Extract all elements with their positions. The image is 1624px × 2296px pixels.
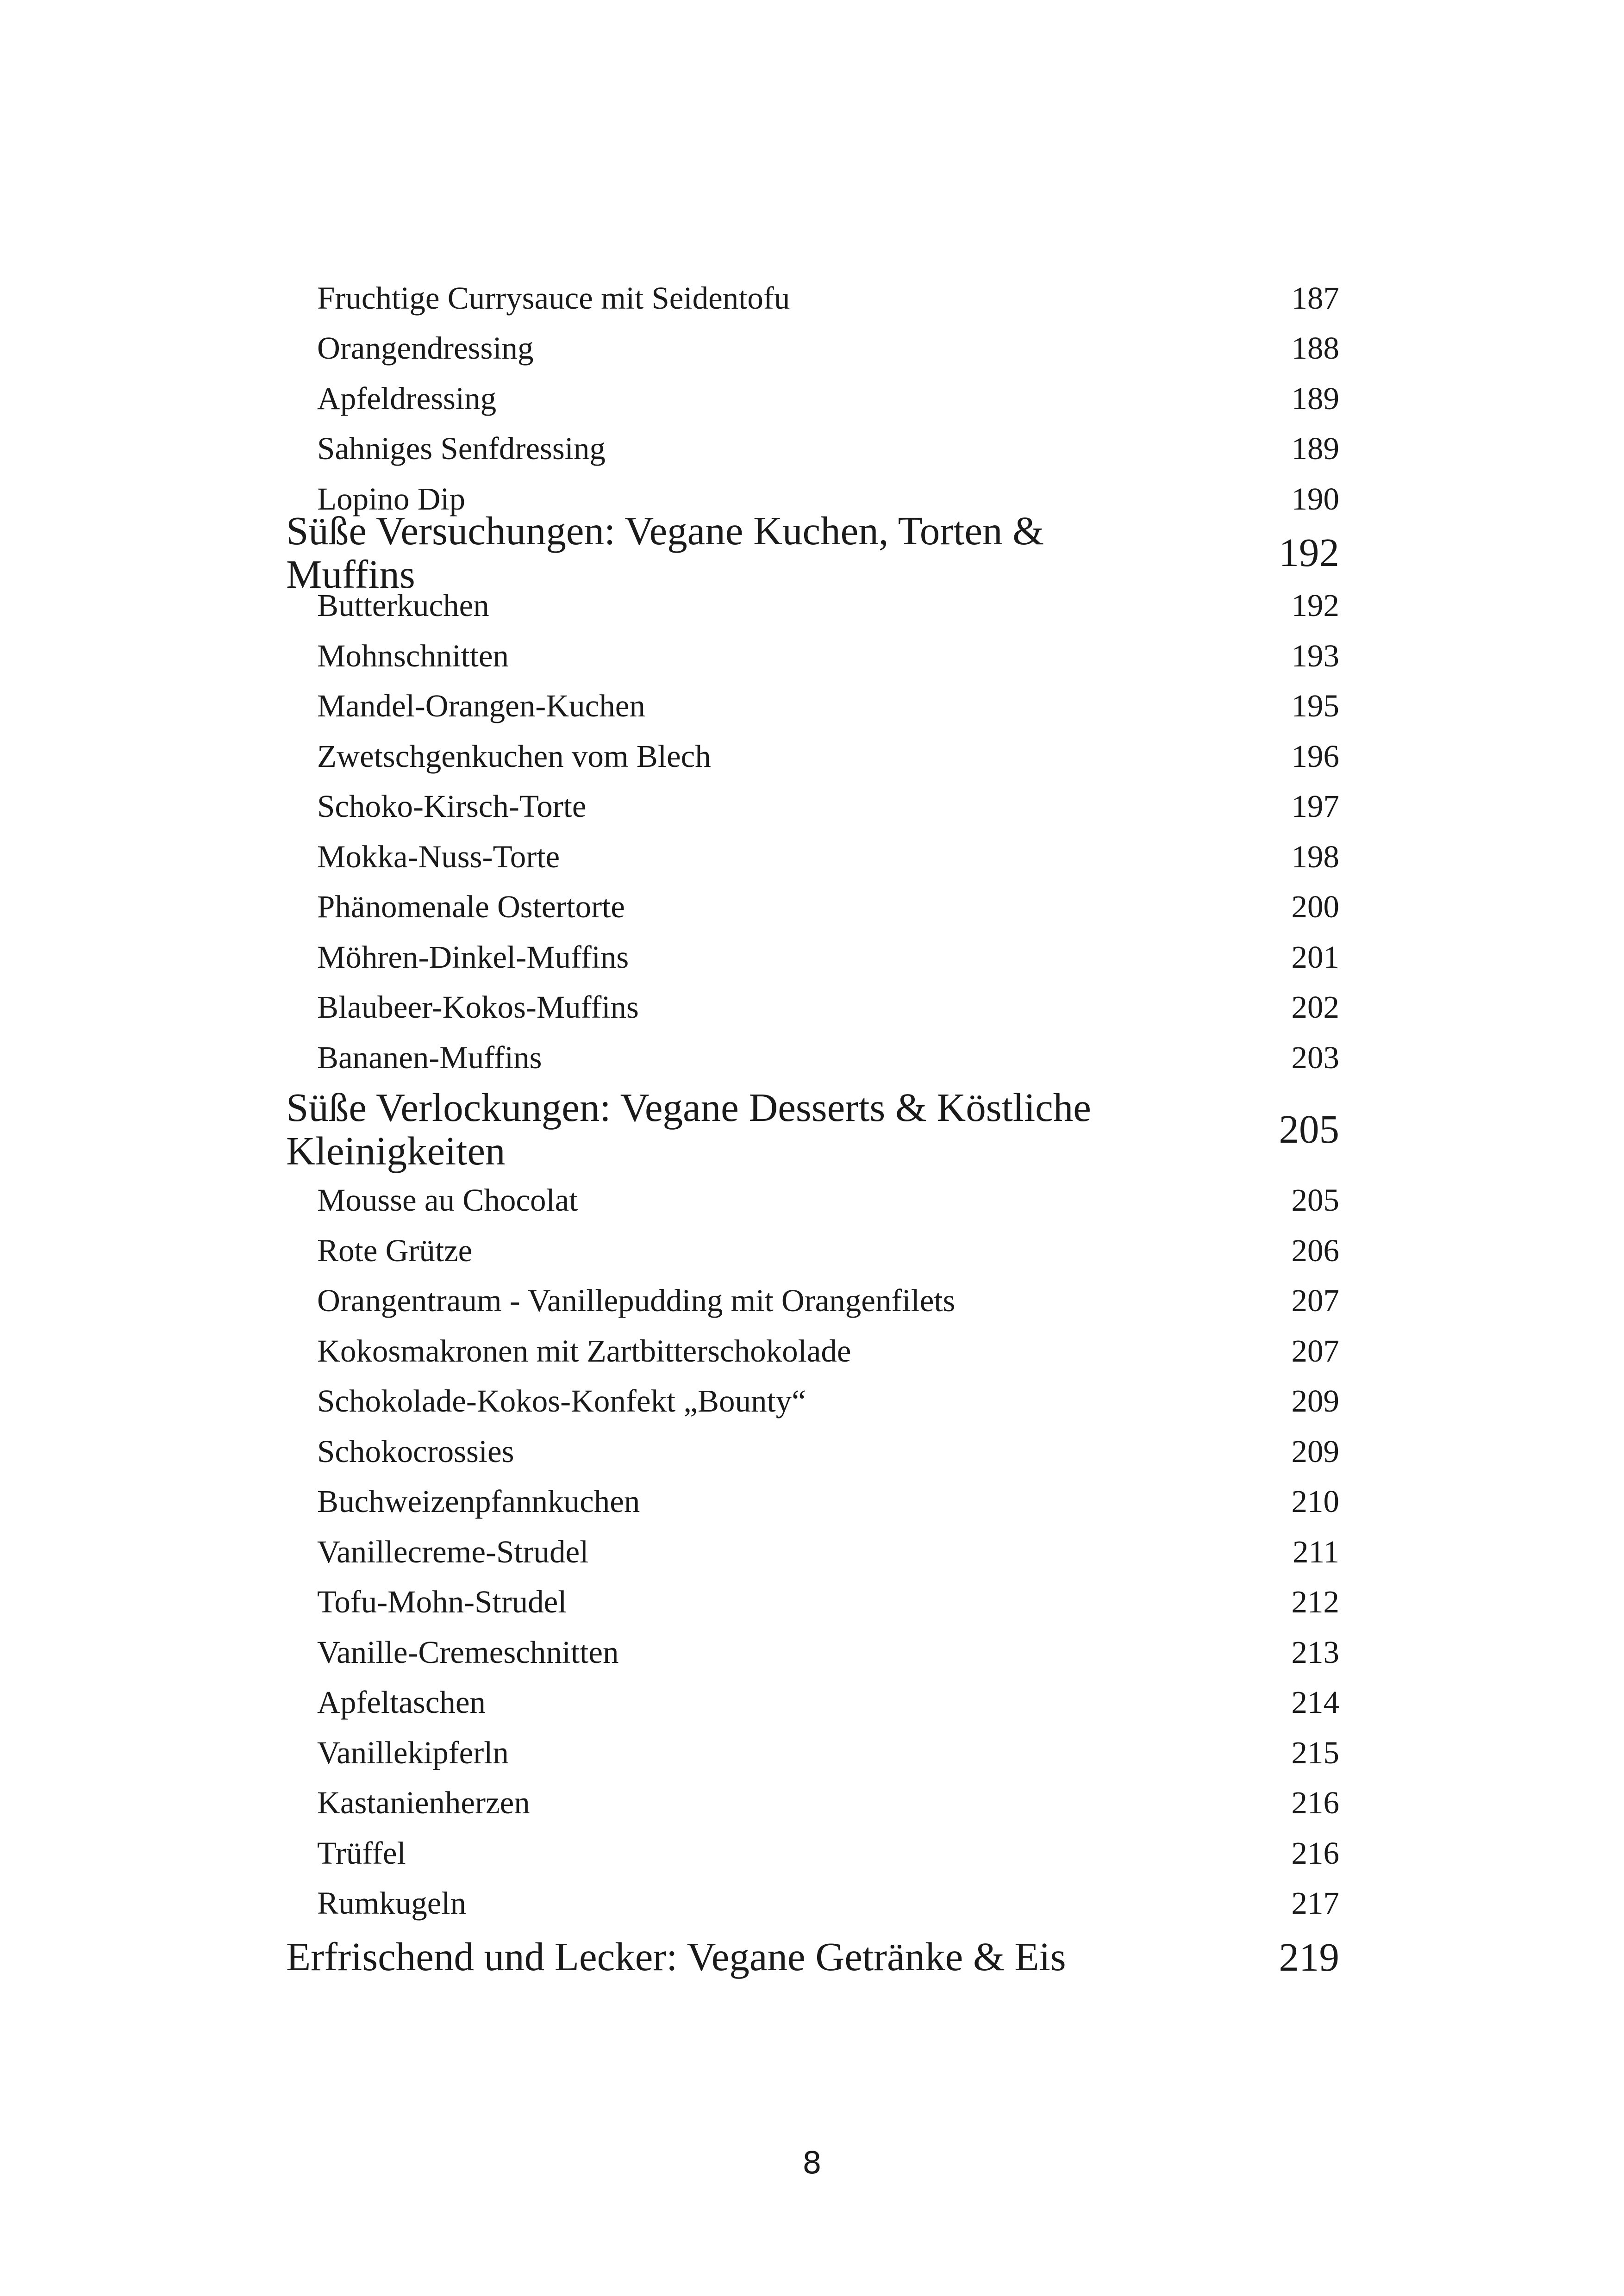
toc-entry[interactable] [286,1276,1339,1326]
toc-entry-title: Sahniges Senfdressing [317,431,606,467]
toc-entry-title: Kokosmakronen mit Zartbitterschokolade [317,1333,851,1369]
toc-entry-title: Apfeltaschen [317,1685,486,1720]
toc-entry-title: Möhren-Dinkel-Muffins [317,939,629,975]
toc-entry-title: Schokolade-Kokos-Konfekt „Bounty“ [317,1383,806,1419]
toc-entry[interactable] [286,1828,1339,1879]
toc-section-heading[interactable] [286,508,1339,597]
toc-entry-title: Mandel-Orangen-Kuchen [317,688,645,724]
toc-entry-title: Trüffel [317,1835,406,1871]
toc-entry-page: 213 [1291,1634,1339,1670]
toc-entry-page: 217 [1291,1885,1339,1921]
toc-entry-title: Blaubeer-Kokos-Muffins [317,989,639,1025]
toc-entry[interactable] [286,424,1339,474]
toc-entry[interactable] [286,882,1339,933]
toc-entry-page: 192 [1279,530,1339,575]
toc-entry-title: Zwetschgenkuchen vom Blech [317,738,711,774]
toc-entry-page: 216 [1291,1835,1339,1871]
toc-entry-page: 206 [1291,1232,1339,1268]
toc-entry[interactable] [286,681,1339,732]
toc-entry-title: Vanillekipferln [317,1735,509,1770]
page-number: 8 [802,2145,822,2181]
toc-entry-page: 211 [1293,1534,1339,1569]
toc-entry-title: Mohnschnitten [317,638,509,673]
toc-entry[interactable] [286,731,1339,782]
toc-entry-page: 209 [1291,1383,1339,1419]
toc-entry-title: Vanillecreme-Strudel [317,1534,589,1569]
toc-entry-page: 197 [1291,789,1339,824]
toc-entry[interactable] [286,1879,1339,1929]
toc-entry-title: Rote Grütze [317,1232,473,1268]
toc-entry[interactable] [286,832,1339,882]
toc-entry-page: 193 [1291,638,1339,673]
toc-entry[interactable] [286,1778,1339,1829]
toc-entry-title: Bananen-Muffins [317,1039,542,1075]
toc-entry[interactable] [286,1477,1339,1527]
toc-entry-page: 195 [1291,688,1339,724]
toc-entry[interactable] [286,983,1339,1033]
toc-entry[interactable] [286,782,1339,832]
toc-entry-title: Mousse au Chocolat [317,1182,578,1218]
toc-entry-title: Schokocrossies [317,1433,514,1469]
toc-entry-page: 189 [1291,380,1339,416]
toc-section-heading[interactable] [286,1929,1339,1985]
toc-entry-page: 190 [1291,481,1339,516]
toc-entry[interactable] [286,932,1339,983]
toc-entry-page: 210 [1291,1484,1339,1519]
toc-entry-title: Buchweizenpfannkuchen [317,1484,640,1519]
toc-entry-page: 203 [1291,1039,1339,1075]
toc-entry-page: 192 [1291,588,1339,623]
toc-entry-page: 219 [1279,1934,1339,1979]
toc-entry-page: 196 [1291,738,1339,774]
toc-entry-title: Kastanienherzen [317,1785,530,1821]
toc-entry-title: Orangentraum - Vanillepudding mit Orangenfilets [317,1283,956,1319]
toc-entry[interactable] [286,1033,1339,1083]
toc-entry-page: 212 [1291,1584,1339,1620]
table-of-contents [286,273,1339,1985]
toc-entry-page: 189 [1291,431,1339,467]
toc-entry-title: Süße Verlockungen: Vegane Desserts & Köstliche Kleinigkeiten [286,1084,1091,1173]
toc-entry-title: Orangendressing [317,330,534,366]
toc-entry[interactable] [286,1326,1339,1376]
toc-entry[interactable] [286,631,1339,681]
toc-entry-title: Rumkugeln [317,1885,466,1921]
toc-entry-page: 198 [1291,839,1339,874]
toc-entry-page: 200 [1291,889,1339,925]
toc-entry-title: Schoko-Kirsch-Torte [317,789,587,824]
toc-entry[interactable] [286,273,1339,324]
toc-entry-title: Apfeldressing [317,380,497,416]
toc-entry-page: 187 [1291,280,1339,316]
toc-entry[interactable] [286,1226,1339,1276]
toc-entry[interactable] [286,1577,1339,1628]
toc-entry[interactable] [286,373,1339,424]
toc-entry-page: 205 [1279,1107,1339,1151]
toc-entry[interactable] [286,1678,1339,1728]
toc-entry-page: 201 [1291,939,1339,975]
toc-entry-page: 188 [1291,330,1339,366]
toc-entry[interactable] [286,1426,1339,1477]
toc-section-heading[interactable] [286,1083,1339,1176]
toc-entry[interactable] [286,1176,1339,1226]
toc-entry-title: Vanille-Cremeschnitten [317,1634,619,1670]
toc-entry-title: Erfrischend und Lecker: Vegane Getränke & Eis [286,1934,1066,1979]
toc-entry-page: 216 [1291,1785,1339,1821]
toc-entry[interactable] [286,1376,1339,1427]
toc-entry-page: 207 [1291,1283,1339,1319]
toc-entry[interactable] [286,324,1339,374]
toc-entry-page: 207 [1291,1333,1339,1369]
toc-entry-title: Fruchtige Currysauce mit Seidentofu [317,280,790,316]
toc-entry-title: Phänomenale Ostertorte [317,889,625,925]
toc-entry-title: Süße Versuchungen: Vegane Kuchen, Torten & Muffins [286,508,1044,597]
toc-entry-page: 209 [1291,1433,1339,1469]
toc-entry-page: 215 [1291,1735,1339,1770]
toc-entry-title: Butterkuchen [317,588,489,623]
toc-entry-title: Tofu-Mohn-Strudel [317,1584,567,1620]
toc-entry-page: 202 [1291,989,1339,1025]
toc-entry-page: 205 [1291,1182,1339,1218]
toc-entry[interactable] [286,1527,1339,1577]
toc-entry[interactable] [286,1728,1339,1778]
toc-entry-page: 214 [1291,1685,1339,1720]
toc-entry-title: Mokka-Nuss-Torte [317,839,560,874]
toc-entry-title: Lopino Dip [317,481,466,516]
toc-entry[interactable] [286,1627,1339,1678]
